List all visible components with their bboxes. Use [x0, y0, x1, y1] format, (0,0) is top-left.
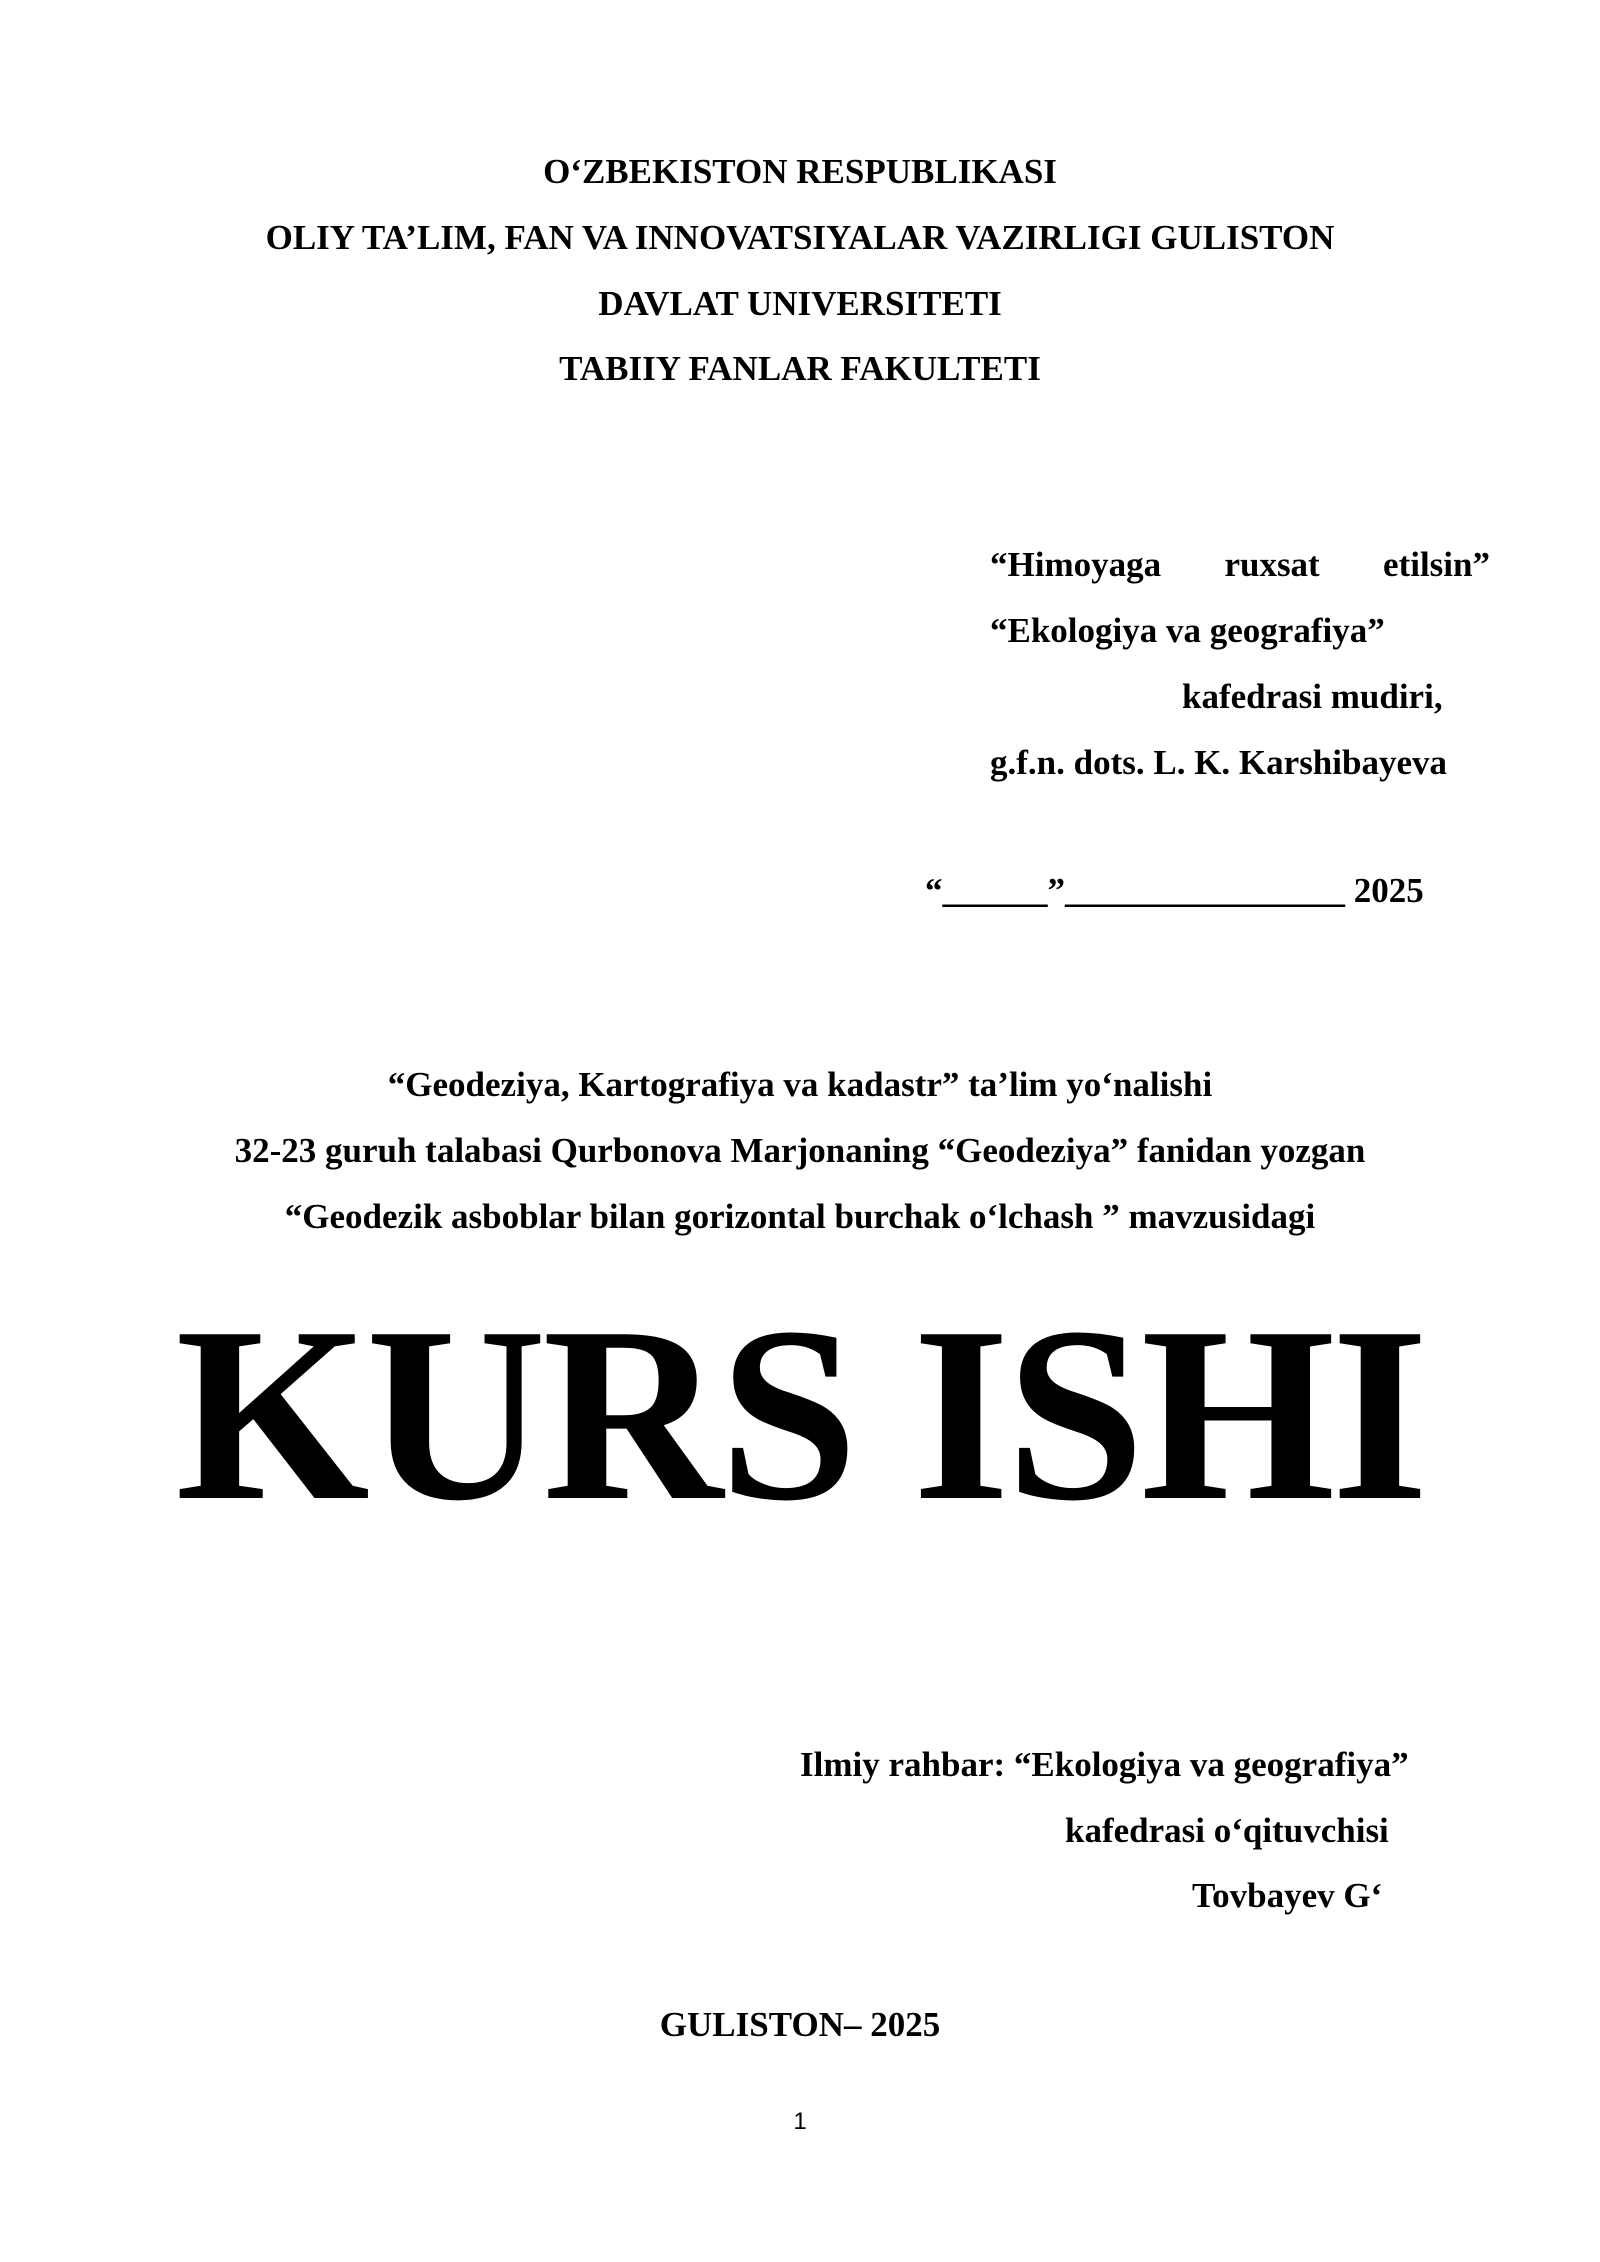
approval-name: g.f.n. dots. L. K. Karshibayeva — [990, 743, 1447, 782]
university-heading: DAVLAT UNIVERSITETI — [598, 284, 1002, 323]
document-title: KURS ISHI — [175, 1276, 1425, 1553]
subject-line: “Geodezik asboblar bilan gorizontal burchak o‘lchash ” mavzusidagi — [284, 1197, 1316, 1236]
faculty-heading: TABIIY FANLAR FAKULTETI — [559, 349, 1041, 388]
approval-heading — [990, 545, 1490, 585]
ministry-heading: OLIY TA’LIM, FAN VA INNOVATSIYALAR VAZIRLIGI GULISTON — [265, 218, 1335, 257]
program-line: “Geodeziya, Kartografiya va kadastr” ta’lim yo‘nalishi — [387, 1065, 1213, 1104]
country-heading: O‘ZBEKISTON RESPUBLIKASI — [543, 152, 1057, 191]
approval-department: “Ekologiya va geografiya” — [990, 611, 1385, 650]
student-line: 32-23 guruh talabasi Qurbonova Marjonaning “Geodeziya” fanidan yozgan — [234, 1131, 1366, 1170]
supervisor-role: kafedrasi o‘qituvchisi — [1065, 1811, 1389, 1850]
page-number: 1 — [793, 2108, 807, 2135]
supervisor-line: Ilmiy rahbar: “Ekologiya va geografiya” — [800, 1745, 1409, 1784]
approval-word: “Himoyaga — [990, 545, 1162, 584]
supervisor-name: Tovbayev G‘ — [1192, 1876, 1383, 1915]
approval-word: etilsin” — [1383, 545, 1490, 584]
approval-role: kafedrasi mudiri, — [1182, 677, 1443, 716]
approval-word: ruxsat — [1224, 545, 1320, 584]
city-year: GULISTON– 2025 — [659, 2005, 941, 2044]
approval-date-line: “______”________________ 2025 — [925, 871, 1424, 910]
